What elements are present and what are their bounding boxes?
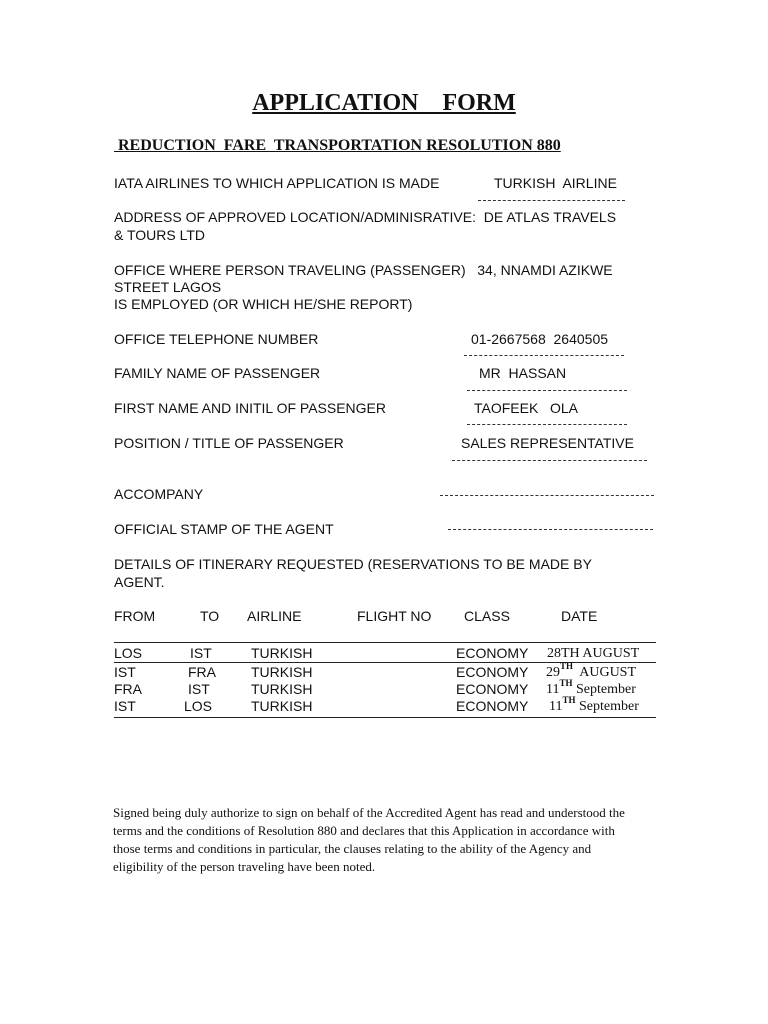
stamp-line [448,529,653,530]
family-underline [467,390,627,391]
row4-date: 11TH September [549,695,639,714]
table-mid-rule [114,662,656,663]
header-from: FROM [114,608,156,624]
office-line1: OFFICE WHERE PERSON TRAVELING (PASSENGER) 34, NNAMDI AZIKWE [114,262,613,278]
row1-class: ECONOMY [456,645,529,661]
family-value: MR HASSAN [479,365,567,381]
header-airline: AIRLINE [247,608,302,624]
header-date: DATE [561,608,598,624]
address-line2: & TOURS LTD [114,227,206,243]
form-title: APPLICATION FORM [252,90,516,116]
row1-date: 28TH AUGUST [547,646,640,661]
office-line2: STREET LAGOS [114,279,222,295]
row1-airline: TURKISH [251,645,313,661]
position-value: SALES REPRESENTATIVE [461,435,634,451]
row3-from: FRA [114,681,142,697]
row3-class: ECONOMY [456,681,529,697]
position-label: POSITION / TITLE OF PASSENGER [114,435,344,451]
row4-airline: TURKISH [251,698,313,714]
office-line3: IS EMPLOYED (OR WHICH HE/SHE REPORT) [114,296,413,312]
header-flight: FLIGHT NO [357,608,432,624]
row2-class: ECONOMY [456,664,529,680]
row1-to: IST [190,645,212,661]
iata-label: IATA AIRLINES TO WHICH APPLICATION IS MADE [114,175,440,191]
accompany-label: ACCOMPANY [114,486,204,502]
iata-value: TURKISH AIRLINE [494,175,617,191]
row2-date: 29TH AUGUST [546,661,637,680]
phone-value: 01-2667568 2640505 [471,331,609,347]
iata-underline [478,200,625,201]
phone-label: OFFICE TELEPHONE NUMBER [114,331,319,347]
itinerary-line1: DETAILS OF ITINERARY REQUESTED (RESERVATIONS TO BE MADE BY [114,556,592,572]
declaration-paragraph: Signed being duly authorize to sign on behalf of the Accredited Agent has read and understood the terms and the conditions of Resolution 880 and declares that this Application in accordance with those terms and conditions in particular, the clauses relating to the ability of the Agency and eligibility of the person traveling have been noted. [113,805,625,874]
header-class: CLASS [464,608,510,624]
row3-date: 11TH September [546,678,636,697]
row1-from: LOS [114,645,143,661]
row2-to: FRA [188,664,216,680]
row4-from: IST [114,698,136,714]
stamp-label: OFFICIAL STAMP OF THE AGENT [114,521,334,537]
row3-airline: TURKISH [251,681,313,697]
family-label: FAMILY NAME OF PASSENGER [114,365,321,381]
phone-underline [464,355,624,356]
row4-class: ECONOMY [456,698,529,714]
row2-from: IST [114,664,136,680]
itinerary-line2: AGENT. [114,574,165,590]
first-value: TAOFEEK OLA [474,400,578,416]
first-label: FIRST NAME AND INITIL OF PASSENGER [114,400,387,416]
row3-to: IST [188,681,210,697]
row4-to: LOS [184,698,213,714]
table-bottom-rule [114,717,656,718]
row2-airline: TURKISH [251,664,313,680]
address-line1: ADDRESS OF APPROVED LOCATION/ADMINISRATIVE: DE ATLAS TRAVELS [114,209,617,225]
first-underline [467,424,627,425]
table-top-rule [114,642,656,643]
form-subtitle: REDUCTION FARE TRANSPORTATION RESOLUTION 880 [114,137,561,154]
position-underline [452,460,647,461]
accompany-line [440,495,654,496]
header-to: TO [200,608,220,624]
